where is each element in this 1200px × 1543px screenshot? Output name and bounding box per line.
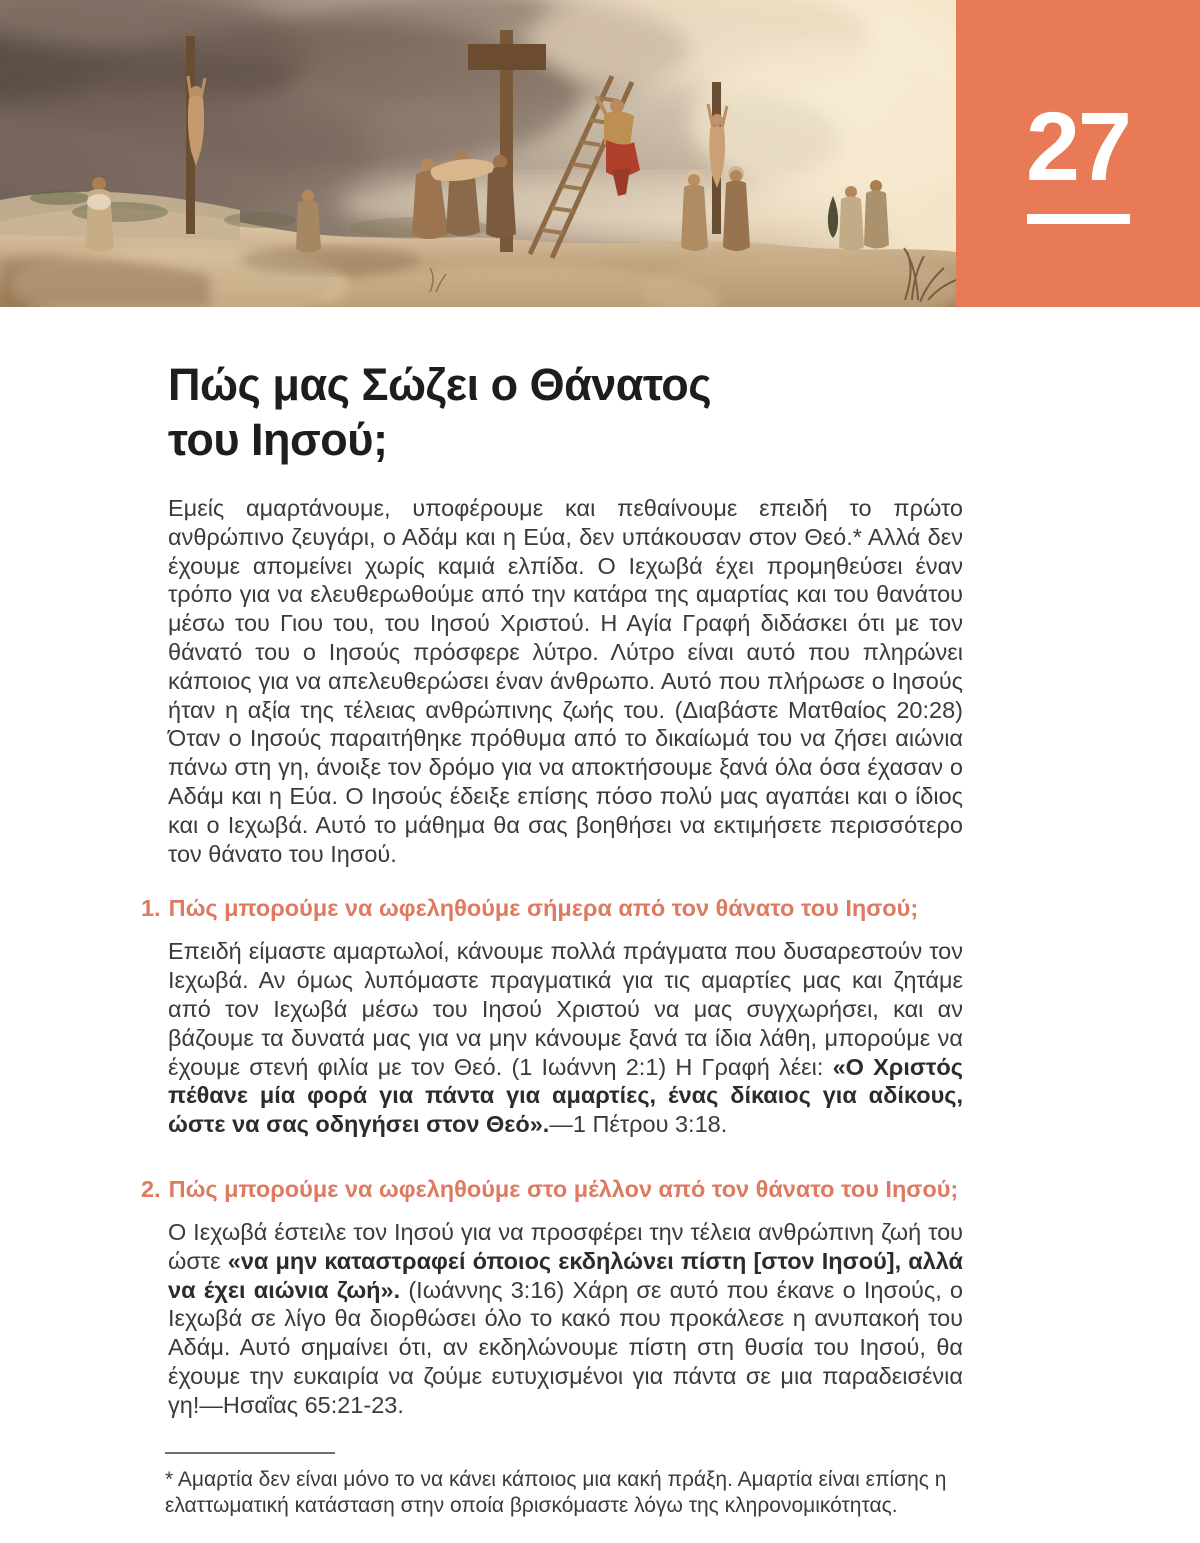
chapter-number-underline xyxy=(1027,214,1130,224)
page-header xyxy=(0,0,1200,307)
chapter-number: 27 xyxy=(1026,91,1130,201)
footnote-text: * Αμαρτία δεν είναι μόνο το να κάνει κάποιος μια κακή πράξη. Αμαρτία είναι επίσης η ελαττωματική κατάσταση στην οποία βρισκόμαστε λόγω της κληρονομικότητας. xyxy=(165,1467,947,1518)
scripture-citation: —1 Πέτρου 3:18. xyxy=(549,1111,728,1138)
intro-paragraph: Εμείς αμαρτάνουμε, υποφέρουμε και πεθαίνουμε επειδή το πρώτο ανθρώπινο ζευγάρι, ο Αδάμ και η Εύα, δεν υπάκουσαν στον Θεό.* Αλλά δεν έχουμε απομείνει χωρίς καμιά ελπίδα. Ο Ιεχωβά έχει προμηθεύσει έναν τρόπο για να ελευθερωθούμε από την κατάρα της αμαρτίας και του θανάτου μέσω του Γιου του, του Ιησού Χριστού. Η Αγία Γραφή διδάσκει ότι με τον θάνατό του ο Ιησούς πρόσφερε λύτρο. Λύτρο είναι αυτό που πληρώνει κάποιος για να απελευθερώσει έναν άνθρωπο. Αυτό που πλήρωσε ο Ιησούς ήταν η αξία της τέλειας ανθρώπινης ζωής του. (Διαβάστε Ματθαίος 20:28) Όταν ο Ιησούς παραιτήθηκε πρόθυμα από το δικαίωμά του να ζήσει αιώνια πάνω στη γη, άνοιξε τον δρόμο για να αποκτήσουμε ξανά όλα όσα έχασαν ο Αδάμ και η Εύα. Ο Ιησούς έδειξε επίσης πόσο πολύ μας αγαπάει και ο ίδιος και ο Ιεχωβά. Αυτό το μάθημα θα σας βοηθήσει να εκτιμήσετε περισσότερο τον θάνατο του Ιησού. xyxy=(168,495,963,867)
scripture-quote-bold: «Ο Χριστός πέθανε μία φορά για πάντα για αμαρτίες, ένας δίκαιος για αδίκους, ώστε να σας οδηγήσει στον Θεό». xyxy=(168,1053,963,1138)
page-title xyxy=(168,357,963,467)
paragraph-text-continued: (Ιωάννης 3:16) Χάρη σε αυτό που έκανε ο Ιησούς, ο Ιεχωβά σε λίγο θα διορθώσει όλο το κακό που προκάλεσε η ανυπακοή του Αδάμ. Αυτό σημαίνει ότι, αν εκδηλώνουμε πίστη στη θυσία του Ιησού, θα έχουμε την ευκαιρία να ζούμε ευτυχισμένοι για πάντα σε μια παραδεισένια γη!—Ησαΐας 65:21-23. xyxy=(168,1276,963,1418)
question-2-paragraph xyxy=(168,1218,963,1420)
question-2-number: 2. xyxy=(141,1175,161,1202)
crucifixion-scene-image xyxy=(0,0,956,307)
lesson-content xyxy=(0,357,1200,1520)
question-1-heading xyxy=(141,894,963,923)
page-title-line1: Πώς μας Σώζει ο Θάνατος xyxy=(168,359,712,410)
question-2-heading xyxy=(141,1175,963,1204)
page-title-line2: του Ιησού; xyxy=(168,414,388,465)
paragraph-text: Ο Ιεχωβά έστειλε τον Ιησού για να προσφέρει την τέλεια ανθρώπινη ζωή του ώστε xyxy=(168,1218,963,1274)
question-1-number: 1. xyxy=(141,895,161,922)
group-lowering-body xyxy=(412,151,516,239)
chapter-number-badge xyxy=(956,0,1200,307)
question-1-text: Πώς μπορούμε να ωφεληθούμε σήμερα από τον θάνατο του Ιησού; xyxy=(168,895,919,922)
paragraph-text: Επειδή είμαστε αμαρτωλοί, κάνουμε πολλά πράγματα που δυσαρεστούν τον Ιεχωβά. Αν όμως λυπόμαστε πραγματικά για τις αμαρτίες μας και ζητάμε από τον Ιεχωβά μέσω του Ιησού Χριστού να μας συγχωρήσει, και αν βάζουμε τα δυνατά μας για να μην κάνουμε ξανά τα ίδια λάθη, μπορούμε να έχουμε στενή φιλία με τον Θεό. (1 Ιωάννη 2:1) Η Γραφή λέει: xyxy=(168,938,963,1080)
footnote-block xyxy=(165,1452,963,1520)
scripture-quote-bold: «να μην καταστραφεί όποιος εκδηλώνει πίστη [στον Ιησού], αλλά να έχει αιώνια ζωή». xyxy=(168,1247,963,1303)
question-2-text: Πώς μπορούμε να ωφεληθούμε στο μέλλον από τον θάνατο του Ιησού; xyxy=(168,1175,959,1202)
clouds xyxy=(0,0,956,210)
question-1-paragraph xyxy=(168,937,963,1139)
footnote-divider xyxy=(165,1452,335,1454)
